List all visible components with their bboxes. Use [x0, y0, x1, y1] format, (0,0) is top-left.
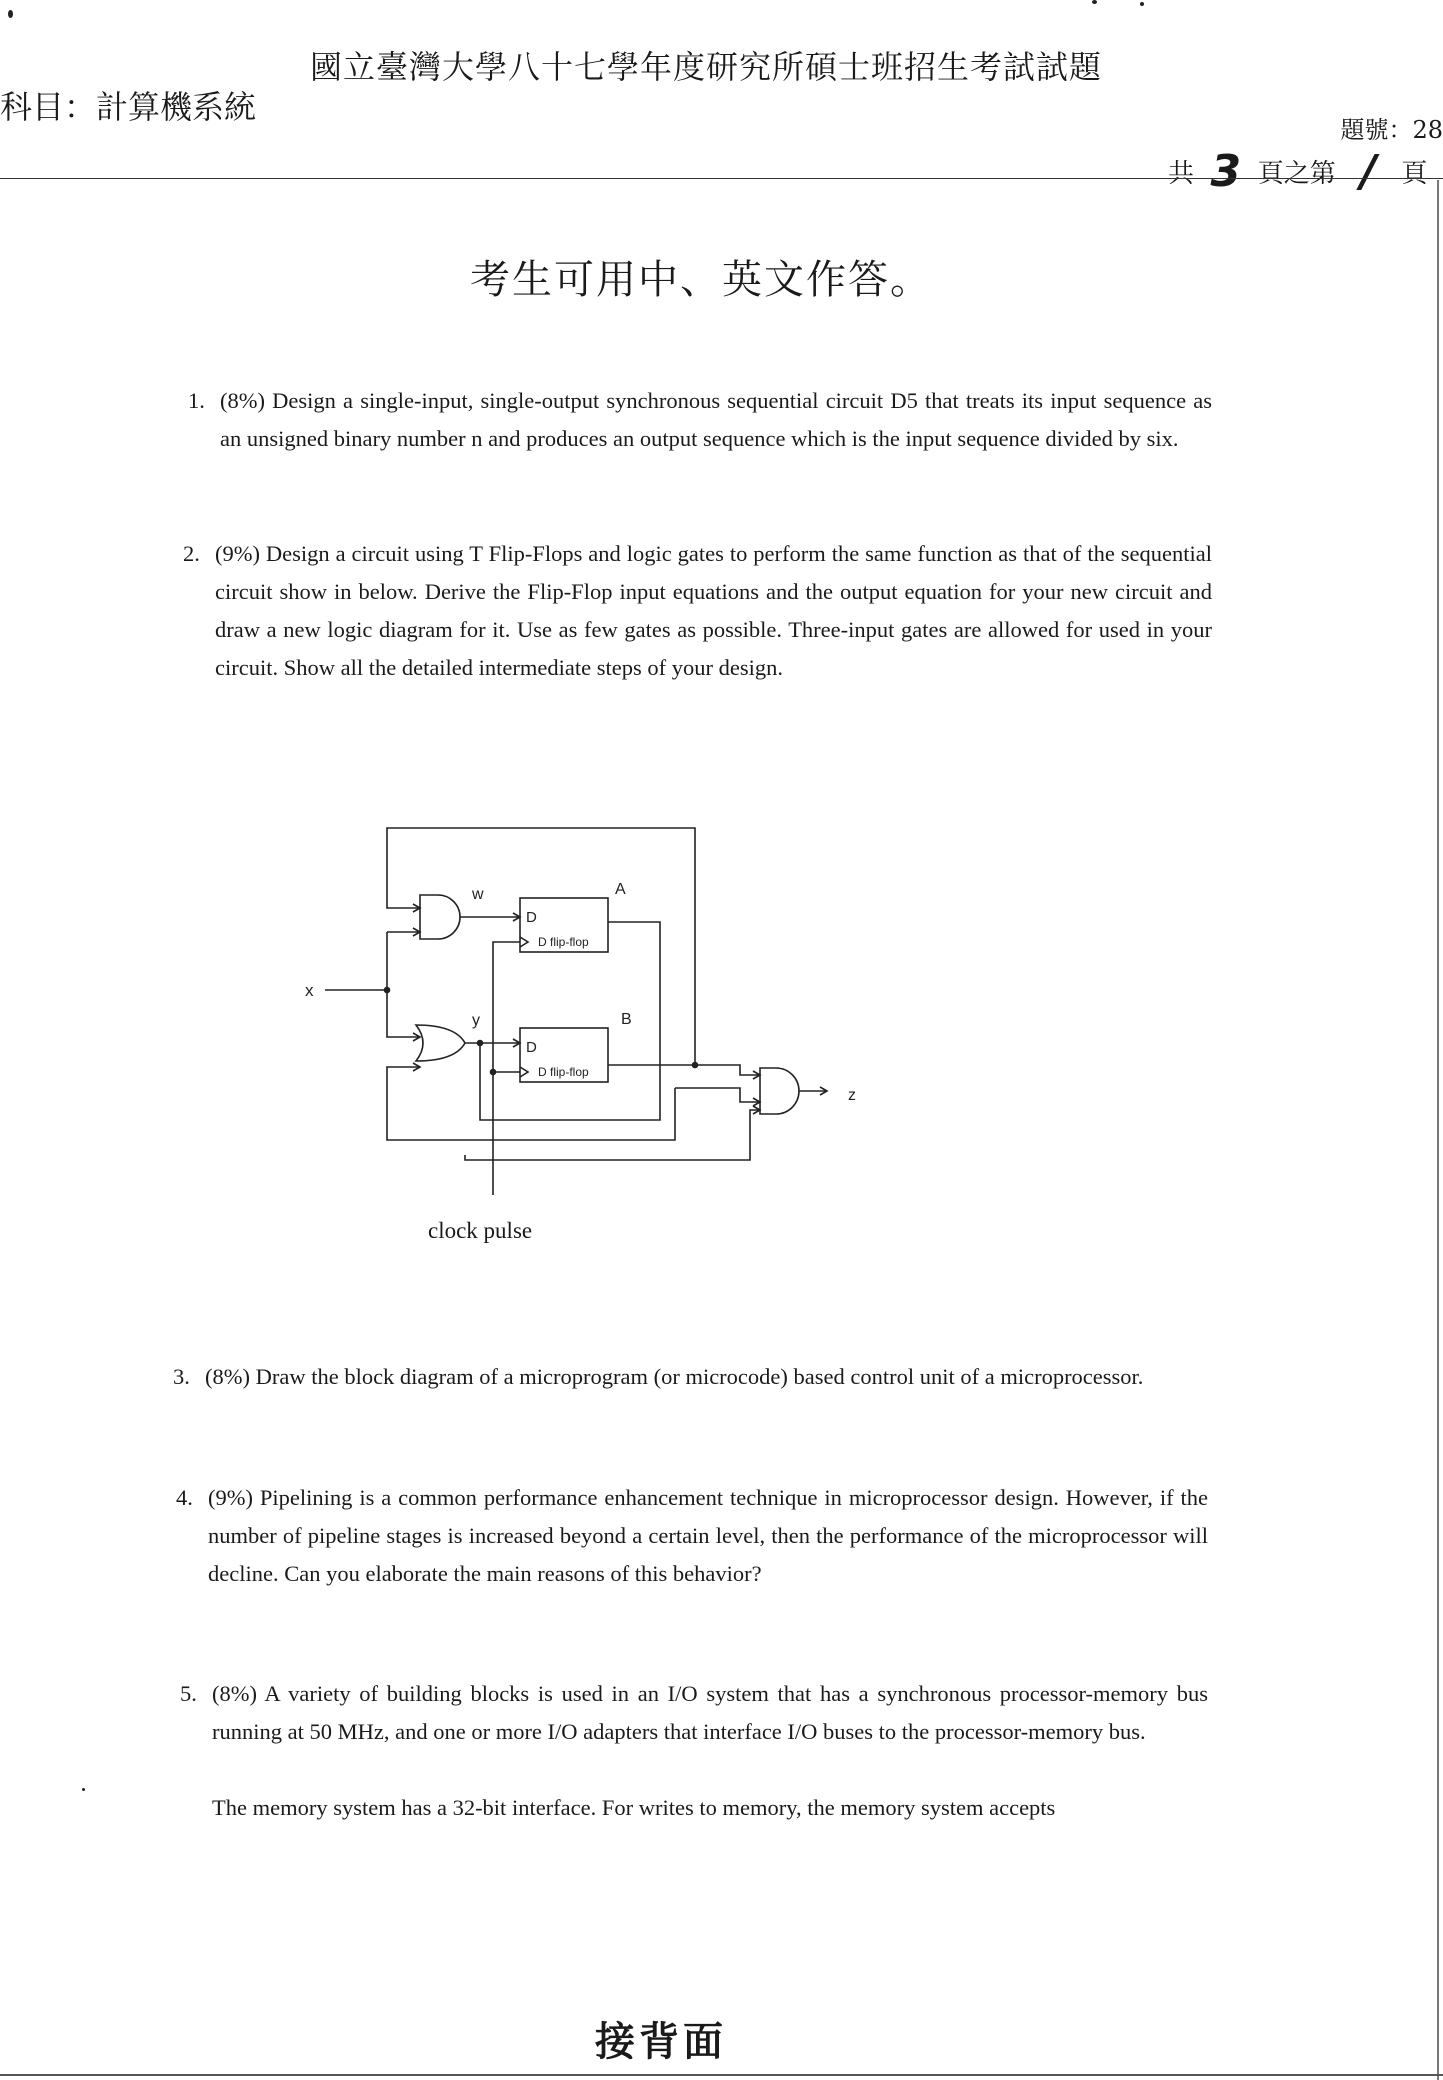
- svg-text:D flip-flop: D flip-flop: [538, 1065, 589, 1079]
- turn-over-note: 接背面: [595, 2018, 727, 2065]
- ff-b-output-label: B: [621, 1011, 632, 1028]
- scan-speck: [1092, 0, 1097, 4]
- or-gate-y: [416, 1025, 465, 1061]
- or-output-label: y: [472, 1012, 480, 1029]
- clock-pulse-label: clock pulse: [428, 1218, 533, 1243]
- question-number-label: 4.: [176, 1485, 193, 1510]
- question-number: 題號：28: [1340, 116, 1443, 144]
- pages-suffix: 頁: [1401, 159, 1428, 189]
- pages-current: /: [1360, 146, 1377, 197]
- question-text: (9%) Design a circuit using T Flip-Flops and logic gates to perform the same function as that of the sequential circuit show in below. Derive the Flip-Flop input equations and the output equation for your new circuit and draw a new logic diagram for it. Use as few gates as possible. Three-input gates are allowed for used in your circuit. Show all the detailed intermediate steps of your design.: [215, 541, 1212, 680]
- question-text: (8%) Draw the block diagram of a microprogram (or microcode) based control unit of a microprocessor.: [205, 1364, 1144, 1389]
- pages-middle: 頁之第: [1257, 159, 1336, 189]
- answer-instruction: 考生可用中、英文作答。: [470, 257, 932, 303]
- output-z-label: z: [848, 1087, 856, 1104]
- question-number-label: 3.: [173, 1364, 190, 1389]
- scan-speck: [82, 1788, 85, 1791]
- bottom-divider: [0, 2074, 1443, 2076]
- question-text: (8%) A variety of building blocks is used in an I/O system that has a synchronous processor-memory bus running at 50 MHz, and one or more I/O adapters that interface I/O buses to the processor-memory bus.: [212, 1681, 1208, 1744]
- and-gate-w: [420, 895, 460, 939]
- svg-text:D flip-flop: D flip-flop: [538, 935, 589, 949]
- exam-subject: 科目：計算機系統: [0, 88, 257, 126]
- input-x-label: x: [305, 981, 314, 1000]
- svg-text:D: D: [526, 909, 537, 926]
- pages-total: 3: [1210, 146, 1242, 197]
- clock-wire: [493, 942, 520, 1195]
- question-1: [188, 382, 1212, 458]
- question-text: (9%) Pipelining is a common performance enhancement technique in microprocessor design. However, if the number of pipeline stages is increased beyond a certain level, then the performance of the microprocessor will decline. Can you elaborate the main reasons of this behavior?: [208, 1485, 1208, 1586]
- exam-title: 國立臺灣大學八十七學年度研究所碩士班招生考試試題: [310, 48, 1103, 86]
- scan-speck: [1140, 2, 1144, 6]
- question-2: [183, 535, 1212, 687]
- question-number-label: 2.: [183, 541, 200, 566]
- question-text: (8%) Design a single-input, single-output synchronous sequential circuit D5 that treats its input sequence as an unsigned binary number n and produces an output sequence which is the input sequence divided by six.: [220, 388, 1212, 451]
- question-continuation: The memory system has a 32-bit interface. For writes to memory, the memory system accepts: [212, 1795, 1056, 1820]
- page-indicator: [1168, 146, 1427, 197]
- and-output-label: w: [472, 886, 484, 903]
- question-4: [176, 1479, 1208, 1593]
- question-5: [180, 1675, 1208, 1827]
- question-number-label: 5.: [180, 1681, 197, 1706]
- and-gate-z: [760, 1068, 799, 1114]
- header-divider: [0, 178, 1443, 179]
- page-edge: [1437, 180, 1439, 2080]
- svg-text:D: D: [526, 1039, 537, 1056]
- scan-speck: [8, 10, 13, 18]
- question-number-label: 1.: [188, 388, 205, 413]
- pages-prefix: 共: [1168, 159, 1195, 189]
- ff-a-output-label: A: [615, 881, 626, 898]
- question-3: [173, 1358, 1207, 1396]
- sequential-circuit-diagram: [290, 810, 870, 1250]
